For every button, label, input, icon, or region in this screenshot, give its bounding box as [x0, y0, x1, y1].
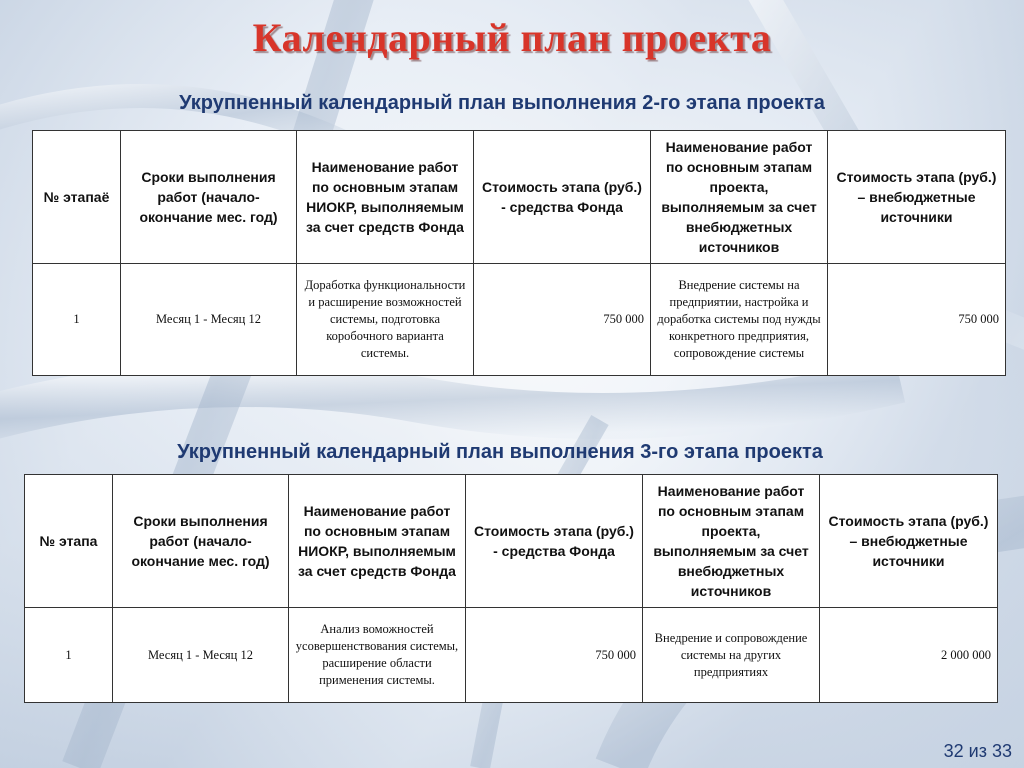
header-fund-works: Наименование работ по основным этапам НИОКР, выполняемым за счет средств Фонда	[297, 131, 474, 264]
page-number: 32 из 33	[943, 741, 1012, 761]
cell-fund-cost: 750 000	[466, 608, 643, 703]
cell-extra-cost: 2 000 000	[820, 608, 998, 703]
table-row	[33, 264, 1006, 376]
table-header-row	[33, 131, 1006, 264]
slide-title: Календарный план проекта	[252, 15, 772, 60]
cell-fund-cost: 750 000	[474, 264, 651, 376]
header-extra-works: Наименование работ по основным этапам проекта, выполняемым за счет внебюджетных источников	[651, 131, 828, 264]
cell-period: Месяц 1 - Месяц 12	[121, 264, 297, 376]
stage-3-plan-table	[24, 474, 998, 703]
cell-fund-works: Доработка функциональности и расширение возможностей системы, подготовка коробочного варианта системы.	[297, 264, 474, 376]
cell-extra-works: Внедрение системы на предприятии, настройка и доработка системы под нужды конкретного предприятия, сопровождение системы	[651, 264, 828, 376]
cell-period: Месяц 1 - Месяц 12	[113, 608, 289, 703]
cell-extra-cost: 750 000	[828, 264, 1006, 376]
header-fund-cost: Стоимость этапа (руб.) - средства Фонда	[474, 131, 651, 264]
header-stage-number: № этапаё	[33, 131, 121, 264]
cell-stage-number: 1	[25, 608, 113, 703]
cell-fund-works: Анализ воможностей усовершенствования системы, расширение области применения системы.	[289, 608, 466, 703]
header-period: Сроки выполнения работ (начало-окончание мес. год)	[113, 475, 289, 608]
table-header-row	[25, 475, 998, 608]
cell-stage-number: 1	[33, 264, 121, 376]
stage-2-subtitle: Укрупненный календарный план выполнения 2-го этапа проекта	[179, 92, 825, 114]
header-fund-cost: Стоимость этапа (руб.) - средства Фонда	[466, 475, 643, 608]
header-stage-number: № этапа	[25, 475, 113, 608]
header-extra-cost: Стоимость этапа (руб.) – внебюджетные источники	[820, 475, 998, 608]
header-extra-works: Наименование работ по основным этапам проекта, выполняемым за счет внебюджетных источников	[643, 475, 820, 608]
header-extra-cost: Стоимость этапа (руб.) – внебюджетные источники	[828, 131, 1006, 264]
cell-extra-works: Внедрение и сопровождение системы на других предприятиях	[643, 608, 820, 703]
stage-3-subtitle: Укрупненный календарный план выполнения 3-го этапа проекта	[177, 441, 823, 463]
header-fund-works: Наименование работ по основным этапам НИОКР, выполняемым за счет средств Фонда	[289, 475, 466, 608]
table-row	[25, 608, 998, 703]
stage-2-plan-table	[32, 130, 1006, 376]
header-period: Сроки выполнения работ (начало-окончание мес. год)	[121, 131, 297, 264]
